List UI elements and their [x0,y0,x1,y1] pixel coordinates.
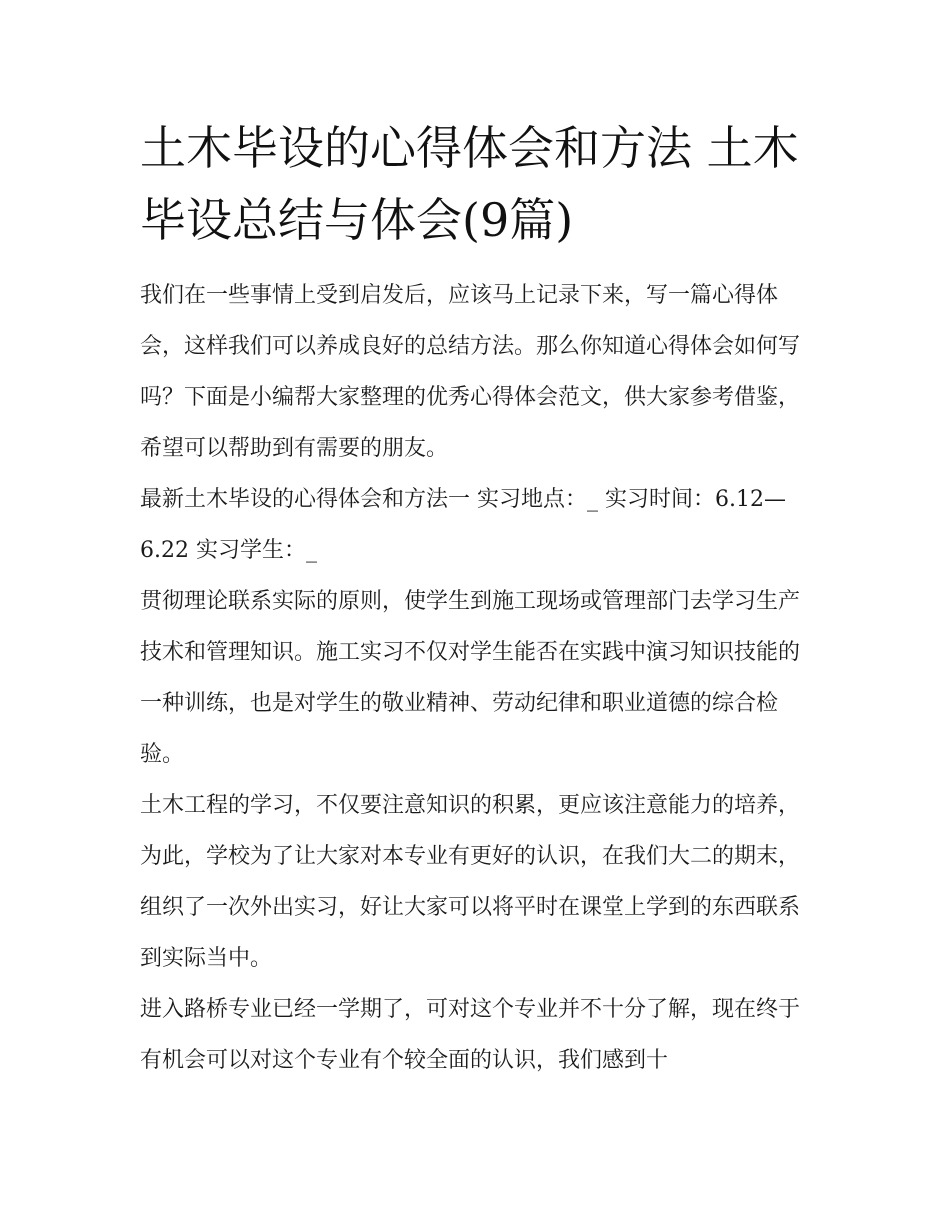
principle-paragraph: 贯彻理论联系实际的原则，使学生到施工现场或管理部门去学习生产技术和管理知识。施工实习不仅对学生能否在实践中演习知识技能的一种训练，也是对学生的敬业精神、劳动纪律和职业道德的综合检验。 [140,589,801,767]
internship-info-paragraph: 最新土木毕设的心得体会和方法一 实习地点：_ 实习时间：6.12—6.22 实习学生：_ [140,487,786,563]
intro-paragraph: 我们在一些事情上受到启发后，应该马上记录下来，写一篇心得体会，这样我们可以养成良好的总结方法。那么你知道心得体会如何写吗？下面是小编帮大家整理的优秀心得体会范文，供大家参考借鉴，希望可以帮助到有需要的朋友。 [140,283,801,461]
document-body [140,112,812,1086]
document-title: 土木毕设的心得体会和方法 土木毕设总结与体会(9篇) [140,121,799,247]
major-paragraph: 进入路桥专业已经一学期了，可对这个专业并不十分了解，现在终于有机会可以对这个专业有个较全面的认识，我们感到十 [140,997,801,1073]
learning-paragraph: 土木工程的学习，不仅要注意知识的积累，更应该注意能力的培养，为此，学校为了让大家对本专业有更好的认识，在我们大二的期末，组织了一次外出实习，好让大家可以将平时在课堂上学到的东西联系到实际当中。 [140,793,801,971]
